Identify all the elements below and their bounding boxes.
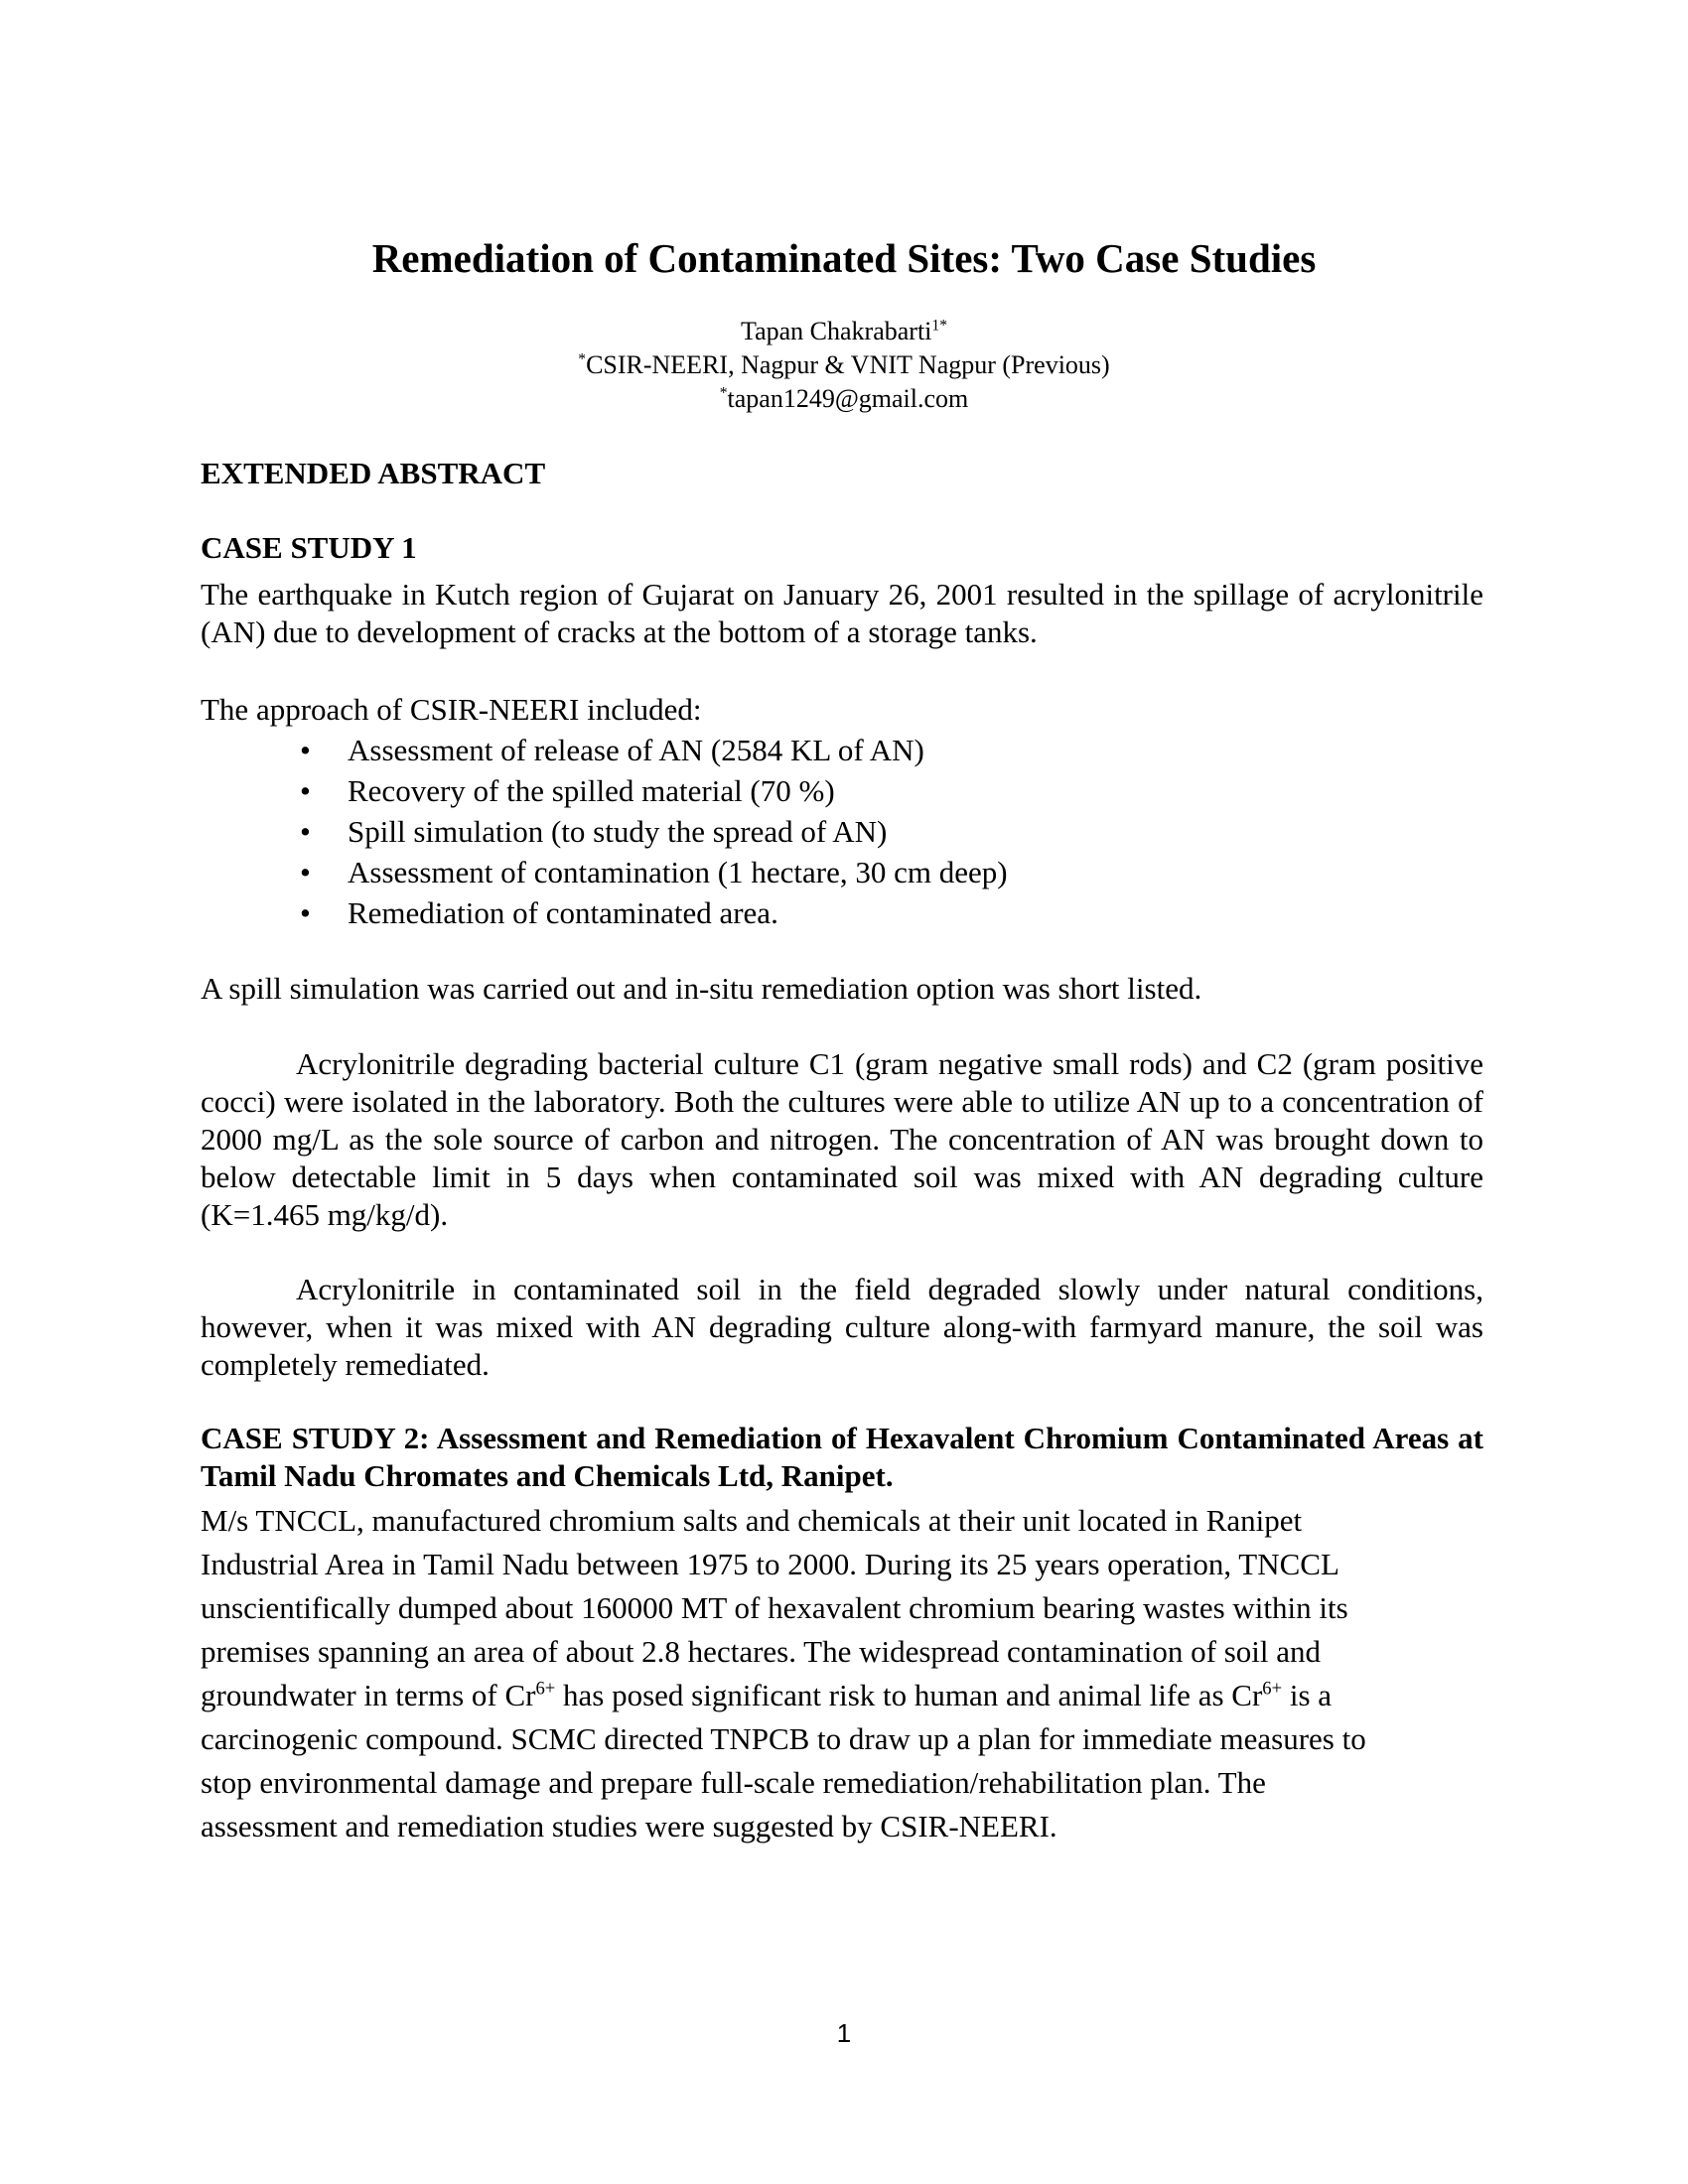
text-line: M/s TNCCL, manufactured chromium salts and chemicals at their unit located in Ranipet	[201, 1503, 1303, 1538]
affiliation-superscript: *	[578, 350, 587, 368]
list-item: • Remediation of contaminated area.	[201, 892, 1483, 933]
case-study-2-heading: CASE STUDY 2: Assessment and Remediation of Hexavalent Chromium Contaminated Areas at Tamil Nadu Chromates and Chemicals Ltd, Ranipet.	[201, 1421, 1483, 1493]
paper-title: Remediation of Contaminated Sites: Two Case Studies	[371, 235, 1317, 281]
spill-simulation-sentence: A spill simulation was carried out and in-situ remediation option was short listed.	[201, 971, 1202, 1006]
chromium-superscript: 6+	[1262, 1678, 1283, 1700]
affiliation-line	[0, 349, 1688, 381]
case-study-1-paragraph-1: Acrylonitrile degrading bacterial culture C1 (gram negative small rods) and C2 (gram positive cocci) were isolated in the laboratory. Both the cultures were able to utilize AN up to a concentration of 2000 mg/L as the sole source of carbon and nitrogen. The concentration of AN was brought down to below detectable limit in 5 days when contaminated soil was mixed with AN degrading culture (K=1.465 mg/kg/d).	[201, 1046, 1483, 1232]
text-line: stop environmental damage and prepare full-scale remediation/rehabilitation plan. The	[201, 1765, 1266, 1800]
case-study-2-body	[201, 1499, 1483, 1848]
author-superscript: 1*	[931, 317, 947, 335]
list-item: • Assessment of release of AN (2584 KL of AN)	[201, 730, 1483, 770]
text-line: premises spanning an area of about 2.8 hectares. The widespread contamination of soil and	[201, 1634, 1321, 1669]
case-study-1-heading: CASE STUDY 1	[201, 530, 417, 565]
text-line: assessment and remediation studies were suggested by CSIR-NEERI.	[201, 1809, 1057, 1843]
list-item: • Assessment of contamination (1 hectare, 30 cm deep)	[201, 852, 1483, 892]
email-text: tapan1249@gmail.com	[727, 384, 969, 413]
author-name: Tapan Chakrabarti	[741, 317, 932, 345]
page-number: 1	[836, 2018, 852, 2048]
extended-abstract-heading: EXTENDED ABSTRACT	[201, 456, 546, 490]
bullet-icon: •	[300, 895, 311, 930]
bullet-icon: •	[300, 733, 311, 767]
case-study-1-intro: The earthquake in Kutch region of Gujarat on January 26, 2001 resulted in the spillage of acrylonitrile (AN) due to development of cracks at the bottom of a storage tanks.	[201, 577, 1483, 649]
list-item: • Recovery of the spilled material (70 %)	[201, 770, 1483, 811]
bullet-icon: •	[300, 814, 311, 849]
affiliation-text: CSIR-NEERI, Nagpur & VNIT Nagpur (Previous)	[586, 350, 1110, 379]
email-line	[0, 383, 1688, 415]
chromium-superscript: 6+	[535, 1678, 556, 1700]
approach-intro: The approach of CSIR-NEERI included:	[201, 692, 702, 727]
case-study-1-paragraph-2: Acrylonitrile in contaminated soil in the field degraded slowly under natural conditions, however, when it was mixed with AN degrading culture along-with farmyard manure, the soil was completely remediated.	[201, 1272, 1483, 1382]
text-line: groundwater in terms of $Cr^{6+}$ has posed significant risk to human and animal life as $Cr^{6+}$ is a	[201, 1678, 1333, 1712]
list-item: • Spill simulation (to study the spread of AN)	[201, 811, 1483, 852]
email-superscript: *	[719, 384, 728, 402]
approach-list	[201, 730, 1483, 933]
text-line: unscientifically dumped about 160000 MT of hexavalent chromium bearing wastes within its	[201, 1590, 1348, 1625]
bullet-icon: •	[300, 855, 311, 889]
text-line: Industrial Area in Tamil Nadu between 1975 to 2000. During its 25 years operation, TNCCL	[201, 1547, 1339, 1581]
bullet-icon: •	[300, 773, 311, 808]
author-line	[0, 316, 1688, 347]
text-line: carcinogenic compound. SCMC directed TNPCB to draw up a plan for immediate measures to	[201, 1721, 1366, 1756]
